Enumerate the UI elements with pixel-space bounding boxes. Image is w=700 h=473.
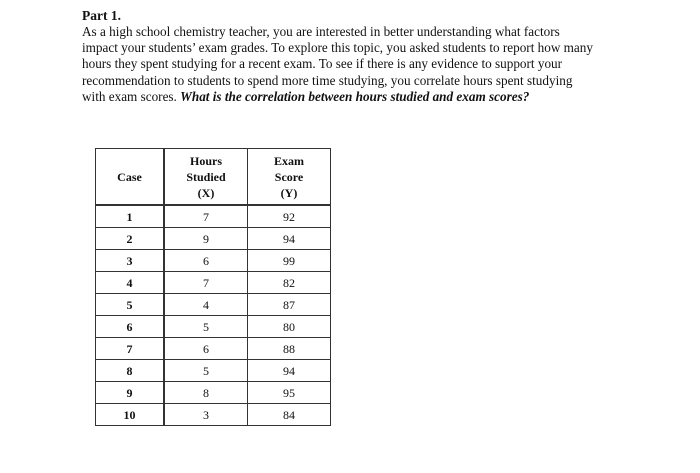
paragraph-line: recommendation to students to spend more time studying, you correlate hours spent studying bbox=[82, 72, 573, 88]
header-exam-score bbox=[248, 149, 331, 206]
part-title: Part 1. bbox=[82, 8, 121, 23]
score-cell: 94 bbox=[248, 360, 331, 382]
header-hours-studied bbox=[164, 149, 248, 206]
paragraph-line: As a high school chemistry teacher, you are interested in better understanding what factors bbox=[82, 24, 560, 39]
score-cell: 84 bbox=[248, 404, 331, 426]
hours-cell: 7 bbox=[164, 205, 248, 228]
table-row bbox=[96, 228, 331, 250]
score-cell: 82 bbox=[248, 272, 331, 294]
header-case-label: Case bbox=[117, 169, 142, 184]
header-hours-line: Studied bbox=[186, 169, 226, 184]
hours-cell: 6 bbox=[164, 250, 248, 272]
table-row bbox=[96, 338, 331, 360]
research-question: What is the correlation between hours studied and exam scores? bbox=[180, 88, 530, 104]
header-hours-line: (X) bbox=[197, 185, 215, 200]
table-row bbox=[96, 294, 331, 316]
case-cell: 8 bbox=[96, 360, 165, 382]
header-score-line: Exam bbox=[274, 153, 304, 168]
case-cell: 10 bbox=[96, 404, 165, 426]
case-cell: 7 bbox=[96, 338, 165, 360]
score-cell: 87 bbox=[248, 294, 331, 316]
header-score-line: (Y) bbox=[280, 185, 298, 200]
data-table bbox=[95, 148, 331, 426]
score-cell: 95 bbox=[248, 382, 331, 404]
table-row bbox=[96, 382, 331, 404]
hours-cell: 9 bbox=[164, 228, 248, 250]
intro-paragraph bbox=[82, 24, 642, 105]
table-row bbox=[96, 360, 331, 382]
paragraph-line: with exam scores. bbox=[82, 88, 181, 104]
table-row bbox=[96, 250, 331, 272]
hours-cell: 5 bbox=[164, 360, 248, 382]
hours-cell: 8 bbox=[164, 382, 248, 404]
document bbox=[82, 8, 642, 105]
case-cell: 1 bbox=[96, 205, 165, 228]
case-cell: 3 bbox=[96, 250, 165, 272]
hours-cell: 5 bbox=[164, 316, 248, 338]
score-cell: 88 bbox=[248, 338, 331, 360]
case-cell: 5 bbox=[96, 294, 165, 316]
paragraph-line: hours they spent studying for a recent exam. To see if there is any evidence to support your bbox=[82, 56, 563, 72]
table-row bbox=[96, 205, 331, 228]
paragraph-line: impact your students’ exam grades. To explore this topic, you asked students to report how many bbox=[82, 40, 593, 56]
case-cell: 9 bbox=[96, 382, 165, 404]
table-row bbox=[96, 404, 331, 426]
score-cell: 92 bbox=[248, 205, 331, 228]
score-cell: 94 bbox=[248, 228, 331, 250]
score-cell: 99 bbox=[248, 250, 331, 272]
header-row bbox=[96, 149, 331, 206]
header-case bbox=[96, 149, 165, 206]
case-cell: 6 bbox=[96, 316, 165, 338]
hours-cell: 7 bbox=[164, 272, 248, 294]
table-row bbox=[96, 272, 331, 294]
score-cell: 80 bbox=[248, 316, 331, 338]
hours-cell: 3 bbox=[164, 404, 248, 426]
hours-cell: 6 bbox=[164, 338, 248, 360]
hours-cell: 4 bbox=[164, 294, 248, 316]
case-cell: 4 bbox=[96, 272, 165, 294]
header-hours-line: Hours bbox=[189, 153, 222, 168]
table-row bbox=[96, 316, 331, 338]
header-score-line: Score bbox=[274, 169, 304, 184]
case-cell: 2 bbox=[96, 228, 165, 250]
